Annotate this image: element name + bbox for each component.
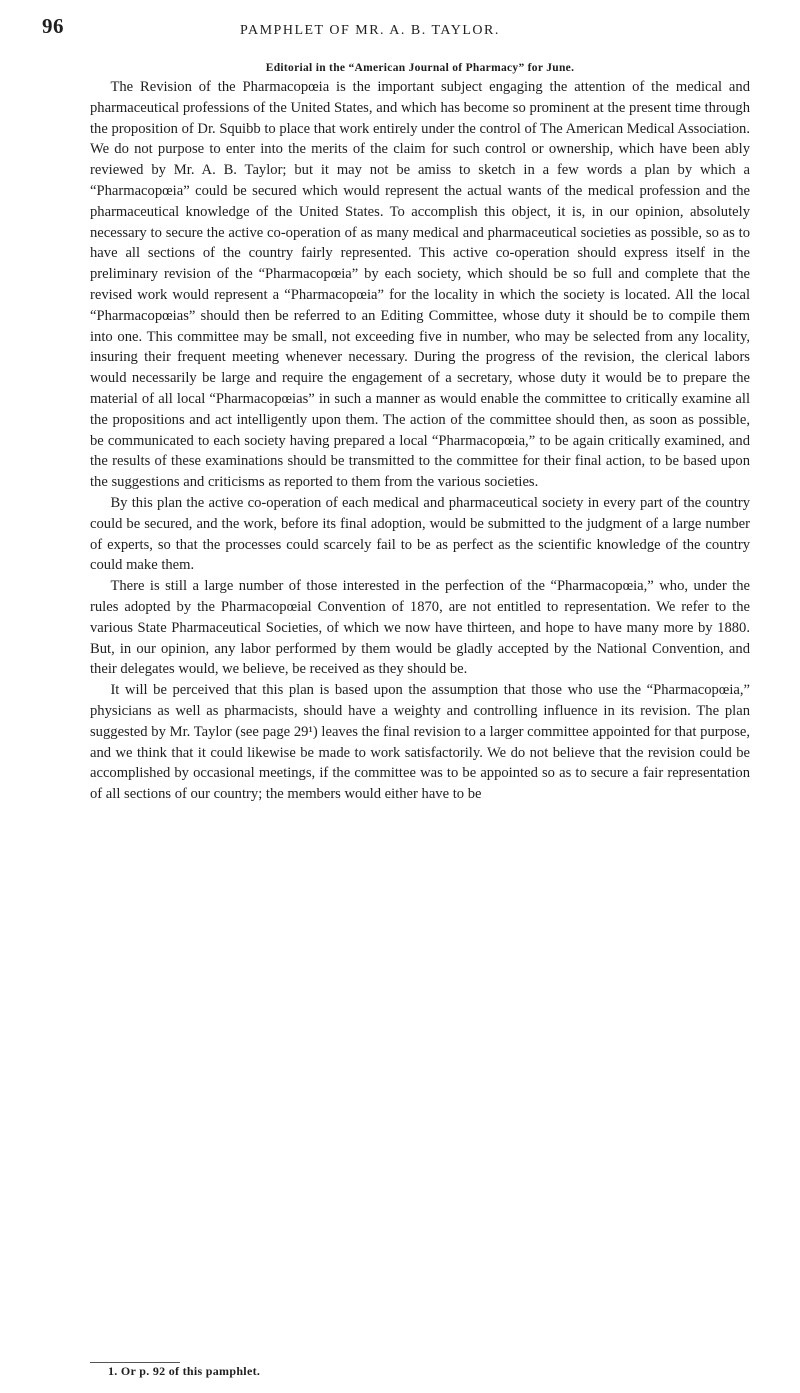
editorial-body	[90, 60, 750, 805]
page-number: 96	[42, 14, 64, 38]
paragraph-4: It will be perceived that this plan is based upon the assumption that those who use the “Pharmacopœia,” physicians as well as pharmacists, should have a weighty and controlling influence in its revision. The plan suggested by Mr. Taylor (see page 29¹) leaves the final revision to a larger committee appointed for that purpose, and we think that it could likewise be made to work satisfactorily. We do not believe that the revision could be accomplished by occasional meetings, if the committee was to be appointed so as to secure a fair representation of all sections of our country; the members would either have to be	[90, 682, 750, 803]
running-head: PAMPHLET OF MR. A. B. TAYLOR.	[240, 23, 500, 38]
paragraph-3: There is still a large number of those interested in the perfection of the “Pharmacopœia,” who, under the rules adopted by the Pharmacopœial Convention of 1870, are not entitled to representation. We refer to the various State Pharmaceutical Societies, of which we now have thirteen, and hope to have many more by 1880. But, in our opinion, any labor performed by them would be gladly accepted by the National Convention, and their delegates would, we believe, be received as they should be.	[90, 578, 750, 678]
paragraph-1: The Revision of the Pharmacopœia is the important subject engaging the attention of the medical and pharmaceutical professions of the United States, and which has become so prominent at the present time through the proposition of Dr. Squibb to place that work entirely under the control of The American Medical Association. We do not purpose to enter into the merits of the claim for such control or ownership, which have been ably reviewed by Mr. A. B. Taylor; but it may not be amiss to sketch in a few words a plan by which a “Pharmacopœia” could be secured which would represent the actual wants of the medical profession and the pharmaceutical knowledge of the United States. To accomplish this object, it is, in our opinion, absolutely necessary to secure the active co-operation of as many medical and pharmaceutical societies as possible, so as to have all sections of the country fairly represented. This active co-operation should express itself in the preliminary revision of the “Pharmacopœia” by each society, which should be so full and complete that the revised work would represent a “Pharmacopœia” for the locality in which the society is located. All the local “Pharmacopœias” should then be referred to an Editing Committee, whose duty it should be to compile them into one. This committee may be small, not exceeding five in number, who may be selected from any locality, insuring their frequent meeting whenever necessary. During the progress of the revision, the clerical labors would necessarily be large and require the engagement of a secretary, whose duty it would be to prepare the material of all local “Pharmacopœias” in such a manner as would enable the committee to critically examine all the propositions and act intelligently upon them. The action of the committee should then, as soon as possible, be communicated to each society having prepared a local “Pharmacopœia,” to be again critically examined, and the results of these examinations should be transmitted to the committee for their final action, to be based upon the suggestions and criticisms as reported to them from the various societies.	[90, 79, 750, 491]
footnote: 1. Or p. 92 of this pamphlet.	[108, 1364, 261, 1378]
paragraph-2: By this plan the active co-operation of each medical and pharmaceutical society in every part of the country could be secured, and the work, before its final adoption, would be submitted to the judgment of a large number of experts, so that the processes could scarcely fail to be as perfect as the scientific knowledge of the country could make them.	[90, 494, 750, 574]
footnote-rule	[90, 1362, 180, 1363]
editorial-caption: Editorial in the “American Journal of Pharmacy” for June.	[265, 62, 575, 74]
